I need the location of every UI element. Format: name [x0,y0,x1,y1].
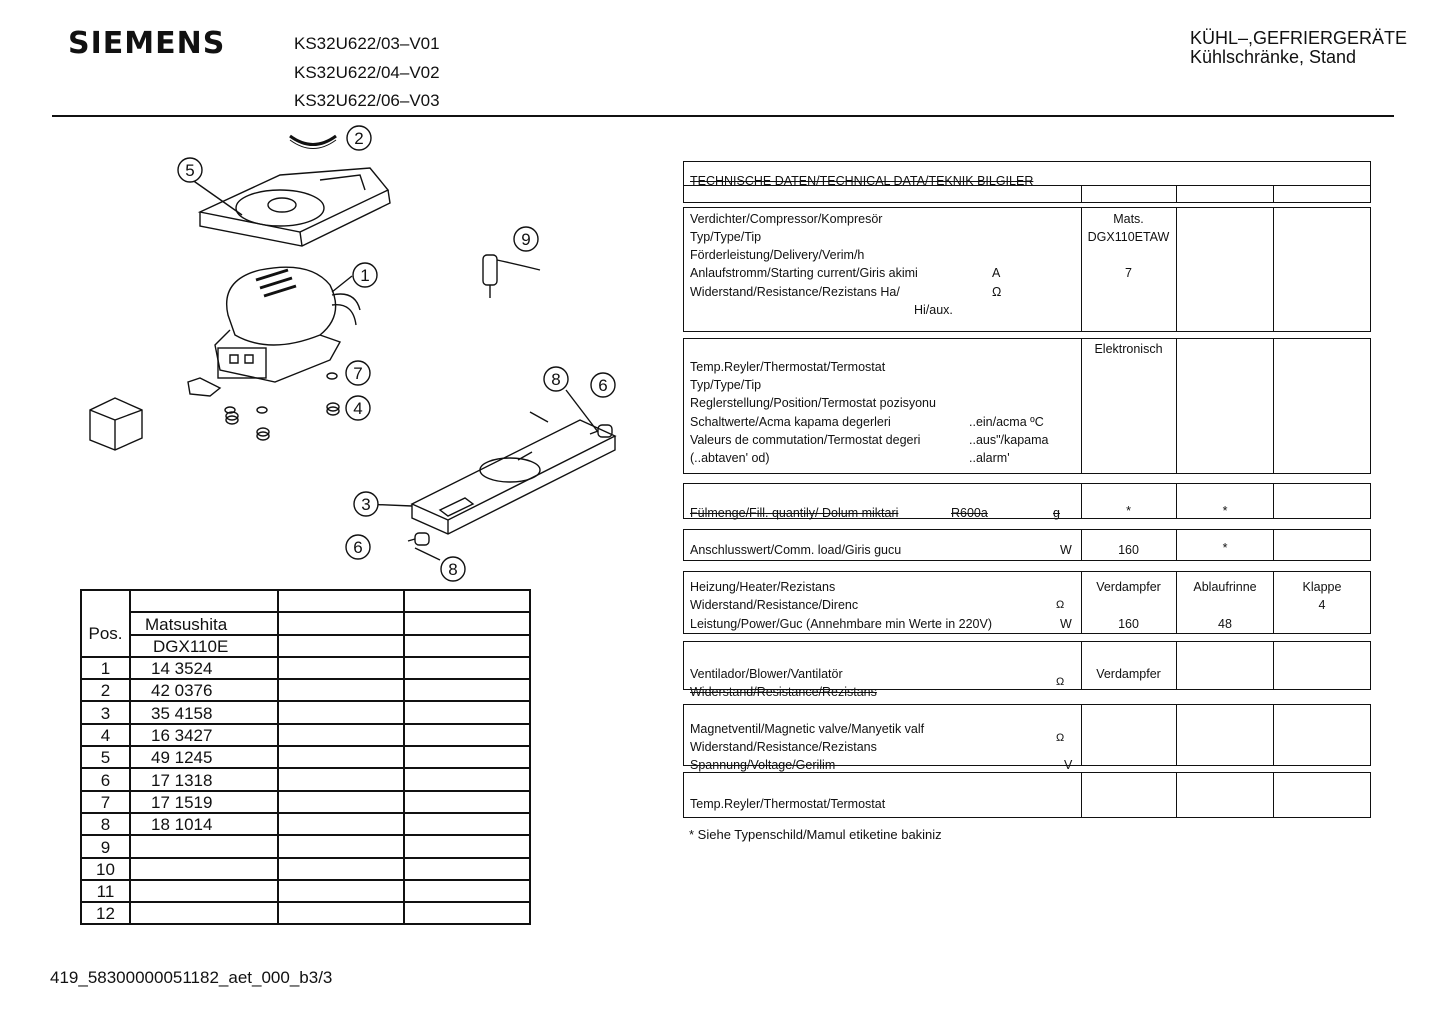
table-row [81,880,530,902]
pos-header-label: Pos. [88,624,123,644]
callout-6: 6 [353,538,363,557]
on-label: ..ein/acma ºC [969,415,1044,429]
resistance-label: Widerstand/Resistance/Rezistans Ha/ [690,285,900,299]
type-label: Typ/Type/Tip [690,230,762,244]
part-number: 18 1014 [130,813,278,835]
model-number: KS32U622/03–V01 [294,34,440,53]
table-row [81,835,530,857]
callout-4: 4 [353,399,363,418]
compressor-label: Verdichter/Compressor/Kompresör [690,212,883,226]
exploded-view-diagram [70,120,630,590]
model-list [294,30,440,116]
unit-ampere: A [992,266,1001,280]
heater-section [683,571,1371,634]
unit-gram: g [1053,506,1060,520]
thermostat-label: Temp.Reyler/Thermostat/Termostat [690,797,886,811]
tech-title: TECHNISCHE DATEN/TECHNICAL DATA/TEKNIK BILGILER [690,174,1034,188]
callout-2: 2 [354,129,364,148]
alarm-label: ..alarm' [969,451,1010,465]
table-row [81,768,530,790]
pos-cell: 12 [81,902,130,924]
callout-6: 6 [598,376,608,395]
category [1190,29,1407,67]
load-value: * [1222,541,1228,555]
load-section [683,529,1371,561]
resistance-label: Widerstand/Resistance/Rezistans [690,740,877,754]
category-line: KÜHL–,GEFRIERGERÄTE [1189,28,1407,48]
thermostat-type: Elektronisch [1094,342,1163,356]
compressor-type: DGX110ETAW [1087,230,1170,244]
model-number: KS32U622/04–V02 [294,62,440,82]
fill-value: * [1126,504,1131,518]
aux-label: Hi/aux. [914,303,953,317]
pos-header [81,590,130,657]
callout-1: 1 [360,266,370,285]
pos-cell: 1 [81,657,130,679]
refrigerant: R600a [951,506,988,520]
resistance-label: Widerstand/Resistance/Direnc [690,598,859,612]
resistance-label: Widerstand/Resistance/Rezistans [690,685,877,699]
blower-section [683,641,1371,699]
callout-7: 7 [353,364,363,383]
voltage-label: Spannung/Voltage/Gerilim [690,758,836,772]
unit-watt: W [1060,543,1072,557]
callout-9: 9 [521,230,531,249]
table-row [81,657,530,679]
model-number: KS32U622/06–V03 [294,91,440,110]
thermostat2-section [683,772,1371,818]
part-number: 17 1318 [130,768,278,790]
position-label: Reglerstellung/Position/Termostat pozisyonu [690,396,936,410]
footnote: * Siehe Typenschild/Mamul etiketine bakiniz [689,827,942,842]
model-header: DGX110E [130,635,278,657]
tech-title-box [683,161,1371,203]
unit-ohm: Ω [1056,676,1065,688]
category-line: Kühlschränke, Stand [1189,47,1357,67]
type-label: Typ/Type/Tip [690,378,762,392]
starting-current-label: Anlaufstromm/Starting current/Giris akimi [690,266,918,280]
pos-cell: 11 [81,880,130,902]
callout-8: 8 [551,370,561,389]
pos-cell: 5 [81,746,130,768]
fill-section [683,483,1371,519]
fill-value: * [1222,504,1228,518]
unit-ohm: Ω [992,285,1002,299]
unit-ohm: Ω [1056,599,1065,611]
drain-power: 48 [1218,617,1232,631]
heater-col-flap: Klappe [1302,580,1342,594]
commutation-label: Valeurs de commutation/Termostat degeri [690,433,921,447]
unit-watt: W [1060,617,1072,631]
off-label: ..aus"/kapama [969,433,1049,447]
heater-col-evaporator: Verdampfer [1096,580,1161,594]
document-id: 419_58300000051182_aet_000_b3/3 [50,968,333,987]
valve-section [683,704,1371,772]
pos-cell: 9 [81,835,130,857]
blower-location: Verdampfer [1096,667,1161,681]
pos-cell: 8 [81,813,130,835]
unit-volt: V [1064,758,1073,772]
callout-5: 5 [185,161,195,180]
heater-label: Heizung/Heater/Rezistans [690,580,836,594]
compressor-maker: Mats. [1113,212,1144,226]
table-row [81,902,530,924]
table-row [81,679,530,701]
table-row [81,724,530,746]
part-number: 17 1519 [130,791,278,813]
callout-3: 3 [361,495,371,514]
compressor-section [683,207,1371,332]
part-number: 49 1245 [130,746,278,768]
pos-cell: 6 [81,768,130,790]
thermostat-label: Temp.Reyler/Thermostat/Termostat [690,360,886,374]
heater-col-drain: Ablaufrinne [1193,580,1257,594]
load-value: 160 [1118,543,1139,557]
part-number: 42 0376 [130,679,278,701]
pos-cell: 3 [81,701,130,723]
pos-cell: 2 [81,679,130,701]
maker-header: Matsushita [130,612,278,634]
switch-values-label: Schaltwerte/Acma kapama degerleri [690,415,891,429]
starting-current: 7 [1125,266,1132,280]
parts-table [80,589,531,925]
part-number [130,880,278,902]
part-number [130,835,278,857]
blower-label: Ventilador/Blower/Vantilatör [690,667,843,681]
unit-ohm: Ω [1056,732,1065,744]
comm-load-label: Anschlusswert/Comm. load/Giris gucu [690,543,902,557]
power-label: Leistung/Power/Guc (Annehmbare min Werte in 220V) [690,617,993,631]
pos-cell: 4 [81,724,130,746]
pos-cell: 10 [81,858,130,880]
pos-cell: 7 [81,791,130,813]
delivery-label: Förderleistung/Delivery/Verim/h [690,248,865,262]
header-divider [52,115,1394,117]
flap-resistance: 4 [1318,598,1326,612]
callout-8: 8 [448,560,458,579]
evaporator-power: 160 [1118,617,1139,631]
table-row [81,701,530,723]
part-number [130,902,278,924]
fill-quantity-label: Fülmenge/Fill. quantily/ Dolum miktari [690,506,899,520]
valve-label: Magnetventil/Magnetic valve/Manyetik valf [690,722,925,736]
part-number [130,858,278,880]
table-row [81,746,530,768]
table-row [81,858,530,880]
thermostat-section [683,338,1371,474]
defrost-label: (..abtaven' od) [690,451,770,465]
part-number: 16 3427 [130,724,278,746]
part-number: 35 4158 [130,701,278,723]
table-row [81,791,530,813]
table-row [81,813,530,835]
part-number: 14 3524 [130,657,278,679]
brand-logo: SIEMENS [68,26,226,61]
